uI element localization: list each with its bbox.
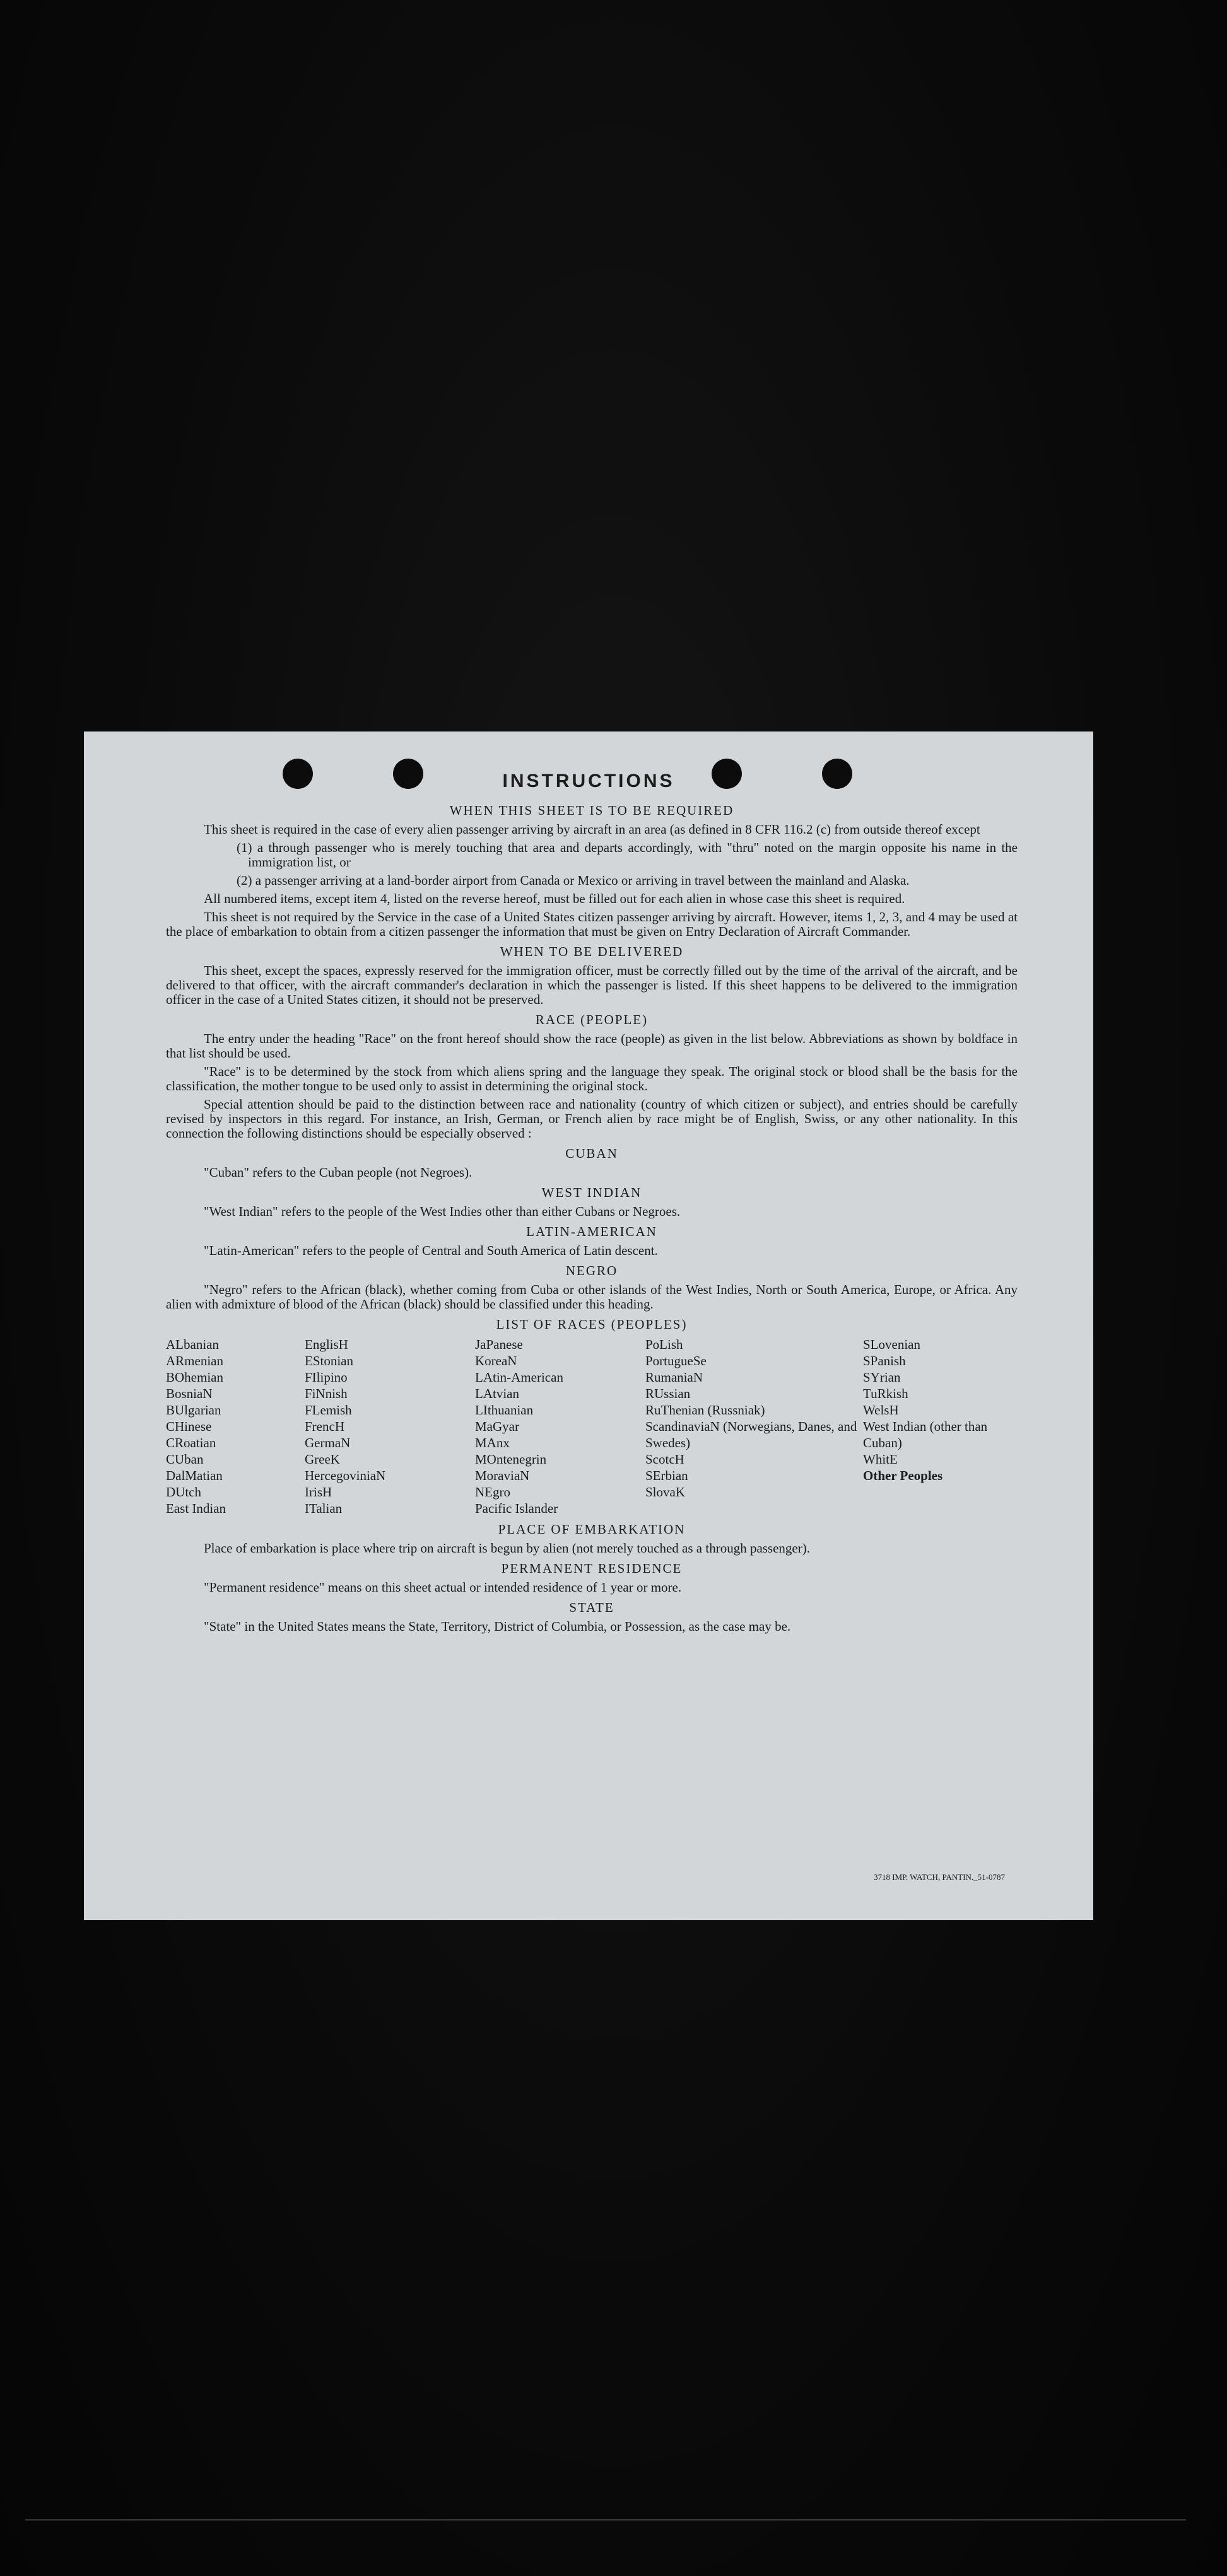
race-entry: PortugueSe xyxy=(645,1353,707,1368)
race-entry: EnglisH xyxy=(305,1337,348,1352)
list-item: (1) a through passenger who is merely touching that area and departs accordingly, with "thru" noted on the margin opposite his name in the immigration list, or xyxy=(237,840,1018,870)
paragraph: This sheet is not required by the Service in the case of a United States citizen passenger arriving by aircraft. However, items 1, 2, 3, and 4 may be used at the place of embarkation to obtain from a citizen passenger the information that must be given on Entry Declaration of Aircraft Commander. xyxy=(166,909,1018,939)
race-entry: LAtin-American xyxy=(475,1370,563,1385)
race-entry: BosniaN xyxy=(166,1386,213,1401)
section-heading: LATIN-AMERICAN xyxy=(526,1224,657,1239)
race-column xyxy=(166,1336,305,1517)
race-column xyxy=(475,1336,645,1517)
section-heading: CUBAN xyxy=(565,1146,618,1161)
printer-imprint: 3718 IMP. WATCH, PANTIN._51-0787 xyxy=(873,1872,1005,1882)
paragraph: "Permanent residence" means on this sheet actual or intended residence of 1 year or more. xyxy=(204,1580,682,1595)
section-heading: PERMANENT RESIDENCE xyxy=(501,1561,683,1576)
race-entry: HercegoviniaN xyxy=(305,1468,386,1483)
paragraph: "Negro" refers to the African (black), whether coming from Cuba or other islands of the West Indies, North or South America, Europe, or Africa. Any alien with admixture of blood of the African (black) should be classified under this heading. xyxy=(166,1282,1018,1312)
section-heading: RACE (PEOPLE) xyxy=(535,1012,649,1027)
race-entry: MoraviaN xyxy=(475,1468,530,1483)
section-heading: WEST INDIAN xyxy=(541,1185,642,1200)
race-entry: TuRkish xyxy=(863,1386,908,1401)
race-entry: DalMatian xyxy=(166,1468,223,1483)
section-heading: LIST OF RACES (PEOPLES) xyxy=(496,1317,688,1332)
race-entry: PoLish xyxy=(645,1337,683,1352)
race-entry: Pacific Islander xyxy=(475,1501,558,1516)
race-entry: East Indian xyxy=(166,1501,226,1516)
paragraph: This sheet is required in the case of every alien passenger arriving by aircraft in an area (as defined in 8 CFR 116.2 (c) from outside thereof except xyxy=(204,822,980,837)
race-entry: RuThenian (Russniak) xyxy=(645,1402,765,1418)
race-entry: RUssian xyxy=(645,1386,691,1401)
race-entry: FLemish xyxy=(305,1402,352,1418)
paragraph: "Cuban" refers to the Cuban people (not Negroes). xyxy=(204,1165,473,1180)
race-entry: FiNnish xyxy=(305,1386,348,1401)
race-entry: MAnx xyxy=(475,1435,510,1450)
race-entry: MOntenegrin xyxy=(475,1452,547,1467)
race-entry: KoreaN xyxy=(475,1353,517,1368)
paragraph: "Latin-American" refers to the people of Central and South America of Latin descent. xyxy=(204,1243,658,1258)
section-heading: STATE xyxy=(569,1600,614,1615)
paragraph: "Race" is to be determined by the stock from which aliens spring and the language they speak. The original stock or blood shall be the basis for the classification, the mother tongue to be used only to assist in determining the original stock. xyxy=(166,1064,1018,1093)
race-entry: FrencH xyxy=(305,1419,344,1434)
instructions-body xyxy=(166,798,1018,1638)
race-entry: BOhemian xyxy=(166,1370,223,1385)
race-entry: ALbanian xyxy=(166,1337,219,1352)
paragraph: This sheet, except the spaces, expressly reserved for the immigration officer, must be correctly filled out by the time of the arrival of the aircraft, and be delivered to that officer, with the aircraft commander's declaration in which the passenger is listed. If this sheet happens to be delivered to the immigration officer in the case of a United States citizen, it should not be preserved. xyxy=(166,963,1018,1007)
races-list xyxy=(166,1336,1018,1517)
page-title: INSTRUCTIONS xyxy=(502,771,675,791)
race-entry: ScotcH xyxy=(645,1452,684,1467)
race-entry: EStonian xyxy=(305,1353,353,1368)
race-entry: IrisH xyxy=(305,1484,332,1500)
race-entry: FIlipino xyxy=(305,1370,348,1385)
paragraph: Special attention should be paid to the distinction between race and nationality (country of which citizen or subject), and entries should be carefully revised by inspectors in this regard. For instance, an Irish, German, or French alien by race might be of English, Swiss, or any other nationality. In this connection the following distinctions should be especially observed : xyxy=(166,1097,1018,1141)
race-entry: BUlgarian xyxy=(166,1402,221,1418)
race-entry: GermaN xyxy=(305,1435,351,1450)
race-column xyxy=(305,1336,475,1517)
race-entry: LIthuanian xyxy=(475,1402,534,1418)
race-entry: WelsH xyxy=(863,1402,899,1418)
race-column xyxy=(645,1336,863,1517)
section-heading: WHEN THIS SHEET IS TO BE REQUIRED xyxy=(449,803,734,818)
race-entry: Other Peoples xyxy=(863,1468,943,1483)
race-entry: CUban xyxy=(166,1452,204,1467)
race-entry: SPanish xyxy=(863,1353,906,1368)
list-item: (2) a passenger arriving at a land-border airport from Canada or Mexico or arriving in travel between the mainland and Alaska. xyxy=(237,873,910,888)
race-entry: CRoatian xyxy=(166,1435,216,1450)
section-heading: PLACE OF EMBARKATION xyxy=(498,1522,686,1537)
race-entry: SLovenian xyxy=(863,1337,920,1352)
section-heading: WHEN TO BE DELIVERED xyxy=(500,944,684,959)
race-entry: JaPanese xyxy=(475,1337,523,1352)
race-entry: ScandinaviaN (Norwegians, Danes, and Swedes) xyxy=(645,1419,857,1450)
paragraph: The entry under the heading "Race" on the front hereof should show the race (people) as given in the list below. Abbreviations as shown by boldface in that list should be used. xyxy=(166,1031,1018,1061)
race-entry: SErbian xyxy=(645,1468,688,1483)
race-entry: LAtvian xyxy=(475,1386,519,1401)
paragraph: All numbered items, except item 4, listed on the reverse hereof, must be filled out for each alien in whose case this sheet is required. xyxy=(204,891,905,906)
section-heading: NEGRO xyxy=(565,1263,618,1278)
race-entry: RumaniaN xyxy=(645,1370,703,1385)
paragraph: Place of embarkation is place where trip on aircraft is begun by alien (not merely touched as a through passenger). xyxy=(204,1541,810,1556)
race-entry: SlovaK xyxy=(645,1484,685,1500)
race-entry: SYrian xyxy=(863,1370,901,1385)
race-entry: NEgro xyxy=(475,1484,510,1500)
race-entry: CHinese xyxy=(166,1419,212,1434)
race-entry: GreeK xyxy=(305,1452,340,1467)
race-entry: MaGyar xyxy=(475,1419,519,1434)
race-entry: DUtch xyxy=(166,1484,201,1500)
paragraph: "West Indian" refers to the people of the West Indies other than either Cubans or Negroes. xyxy=(204,1204,681,1219)
paragraph: "State" in the United States means the State, Territory, District of Columbia, or Possession, as the case may be. xyxy=(204,1619,791,1634)
document-page xyxy=(84,731,1093,1920)
race-entry: WhitE xyxy=(863,1452,898,1467)
race-entry: ITalian xyxy=(305,1501,343,1516)
race-entry: West Indian (other than Cuban) xyxy=(863,1419,988,1450)
race-column xyxy=(863,1336,1014,1517)
film-scratch xyxy=(25,2519,1186,2521)
race-entry: ARmenian xyxy=(166,1353,223,1368)
